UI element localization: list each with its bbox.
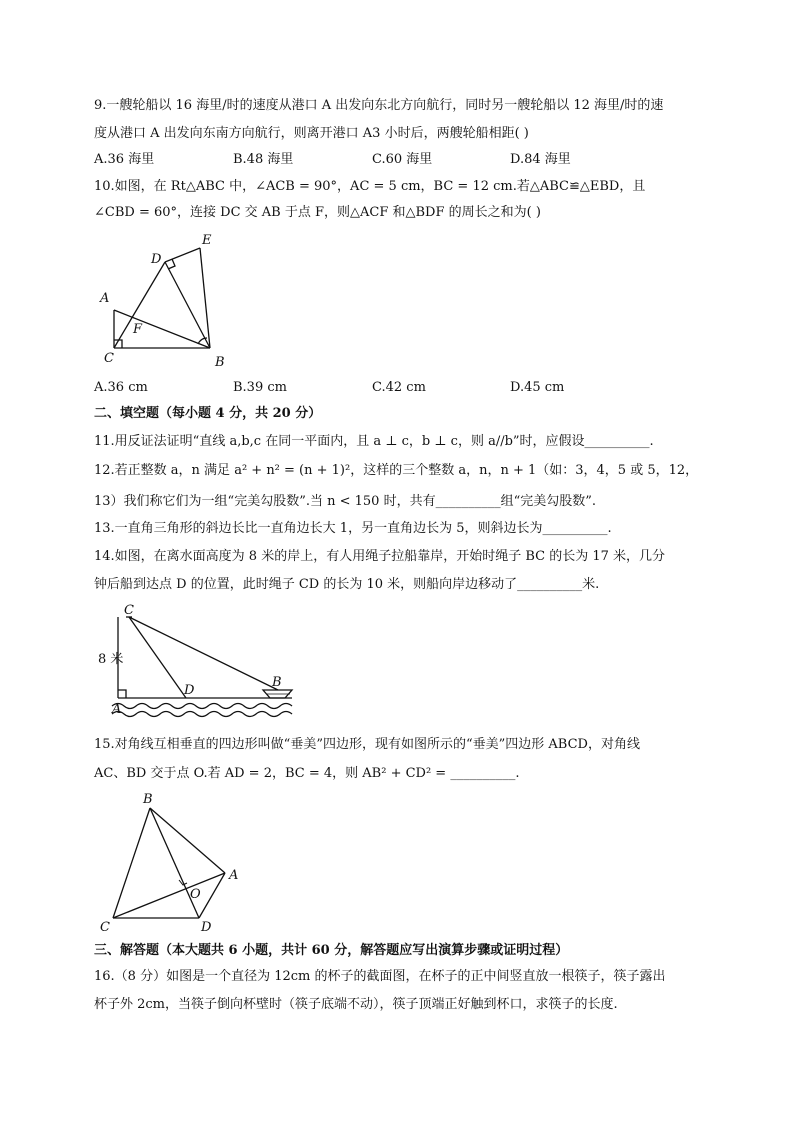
q14-label-b: B <box>272 675 282 690</box>
q10-option-b: B.39 cm <box>233 380 287 395</box>
q10-segment-db <box>165 262 210 348</box>
q14-wave-1 <box>112 704 292 709</box>
q12-line-2: 13）我们称它们为一组“完美勾股数”.当 n < 150 时，共有__________组“完美勾股数”. <box>94 494 596 509</box>
q10-segment-ab <box>114 310 210 348</box>
q15-label-d: D <box>201 920 212 935</box>
section-2-title: 二、填空题（每小题 4 分，共 20 分） <box>94 406 322 421</box>
q10-segment-eb <box>200 248 210 348</box>
q9-line-1: 9.一艘轮船以 16 海里/时的速度从港口 A 出发向东北方向航行，同时另一艘轮船以 12 海里/时的速 <box>94 98 664 113</box>
q14-label-a: A <box>112 702 122 717</box>
q10-label-e: E <box>202 233 212 248</box>
q15-right-angle-o <box>179 880 187 885</box>
q14-rope-cb <box>129 617 278 690</box>
q10-right-angle-d <box>168 259 175 269</box>
q9-option-c: C.60 海里 <box>372 152 433 167</box>
q10-label-f: F <box>133 322 143 337</box>
q14-boat <box>263 690 292 698</box>
q11-text: 11.用反证法证明“直线 a,b,c 在同一平面内，且 a ⊥ c，b ⊥ c，则 a//b”时，应假设__________. <box>94 434 654 449</box>
q15-segment-ad <box>199 873 225 918</box>
q14-line-2: 钟后船到达点 D 的位置，此时绳子 CD 的长为 10 米，则船向岸边移动了__________米. <box>94 577 600 592</box>
q16-line-1: 16.（8 分）如图是一个直径为 12cm 的杯子的截面图，在杯子的正中间竖直放一根筷子，筷子露出 <box>94 969 666 984</box>
q10-label-b: B <box>215 355 225 370</box>
q14-line-1: 14.如图，在离水面高度为 8 米的岸上，有人用绳子拉船靠岸，开始时绳子 BC 的长为 17 米，几分 <box>94 549 666 564</box>
q9-line-2: 度从港口 A 出发向东南方向航行，则离开港口 A3 小时后，两艘轮船相距( ) <box>94 126 529 141</box>
q15-line-2: AC、BD 交于点 O.若 AD = 2，BC = 4，则 AB² + CD² = __________. <box>94 766 520 781</box>
q10-label-a: A <box>100 291 110 306</box>
q15-diagonal-bd <box>150 808 199 918</box>
q10-label-d: D <box>151 252 162 267</box>
q13-text: 13.一直角三角形的斜边长比一直角边长大 1，另一直角边长为 5，则斜边长为__________. <box>94 521 612 536</box>
q9-option-d: D.84 海里 <box>510 152 571 167</box>
section-3-title: 三、解答题（本大题共 6 小题，共计 60 分，解答题应写出演算步骤或证明过程） <box>94 943 569 958</box>
q15-label-c: C <box>100 920 110 935</box>
q14-label-c: C <box>124 603 134 618</box>
q15-segment-ab <box>150 808 225 873</box>
q14-label-d: D <box>184 683 195 698</box>
q10-line-2: ∠CBD = 60°，连接 DC 交 AB 于点 F，则△ACF 和△BDF 的周长之和为( ) <box>94 205 541 220</box>
q14-right-angle <box>118 690 126 698</box>
q9-option-a: A.36 海里 <box>94 152 155 167</box>
q10-option-a: A.36 cm <box>94 380 148 395</box>
q9-option-b: B.48 海里 <box>233 152 294 167</box>
q10-segment-de <box>165 248 200 262</box>
q12-line-1: 12.若正整数 a，n 满足 a² + n² = (n + 1)²，这样的三个整数 a，n，n + 1（如：3，4，5 或 5，12， <box>94 463 699 478</box>
q15-line-1: 15.对角线互相垂直的四边形叫做“垂美”四边形，现有如图所示的“垂美”四边形 ABCD，对角线 <box>94 737 640 752</box>
q15-diagonal-ac <box>113 873 225 918</box>
q10-segment-dc <box>114 262 165 348</box>
q10-right-angle-c <box>114 340 122 348</box>
q15-label-o: O <box>190 887 201 902</box>
q10-label-c: C <box>104 351 114 366</box>
q15-segment-cb <box>113 808 150 918</box>
q10-option-c: C.42 cm <box>372 380 426 395</box>
q15-label-a: A <box>229 868 239 883</box>
q10-option-d: D.45 cm <box>510 380 565 395</box>
q14-label-height: 8 米 <box>98 652 124 667</box>
q14-wave-2 <box>112 712 292 717</box>
q14-rope-cd <box>129 617 186 698</box>
q15-label-b: B <box>143 792 153 807</box>
q16-line-2: 杯子外 2cm，当筷子倒向杯壁时（筷子底端不动），筷子顶端正好触到杯口，求筷子的长度. <box>94 997 618 1012</box>
q10-angle-b-arc <box>198 338 207 344</box>
q10-line-1: 10.如图，在 Rt△ABC 中，∠ACB = 90°，AC = 5 cm，BC = 12 cm.若△ABC≌△EBD，且 <box>94 179 646 194</box>
